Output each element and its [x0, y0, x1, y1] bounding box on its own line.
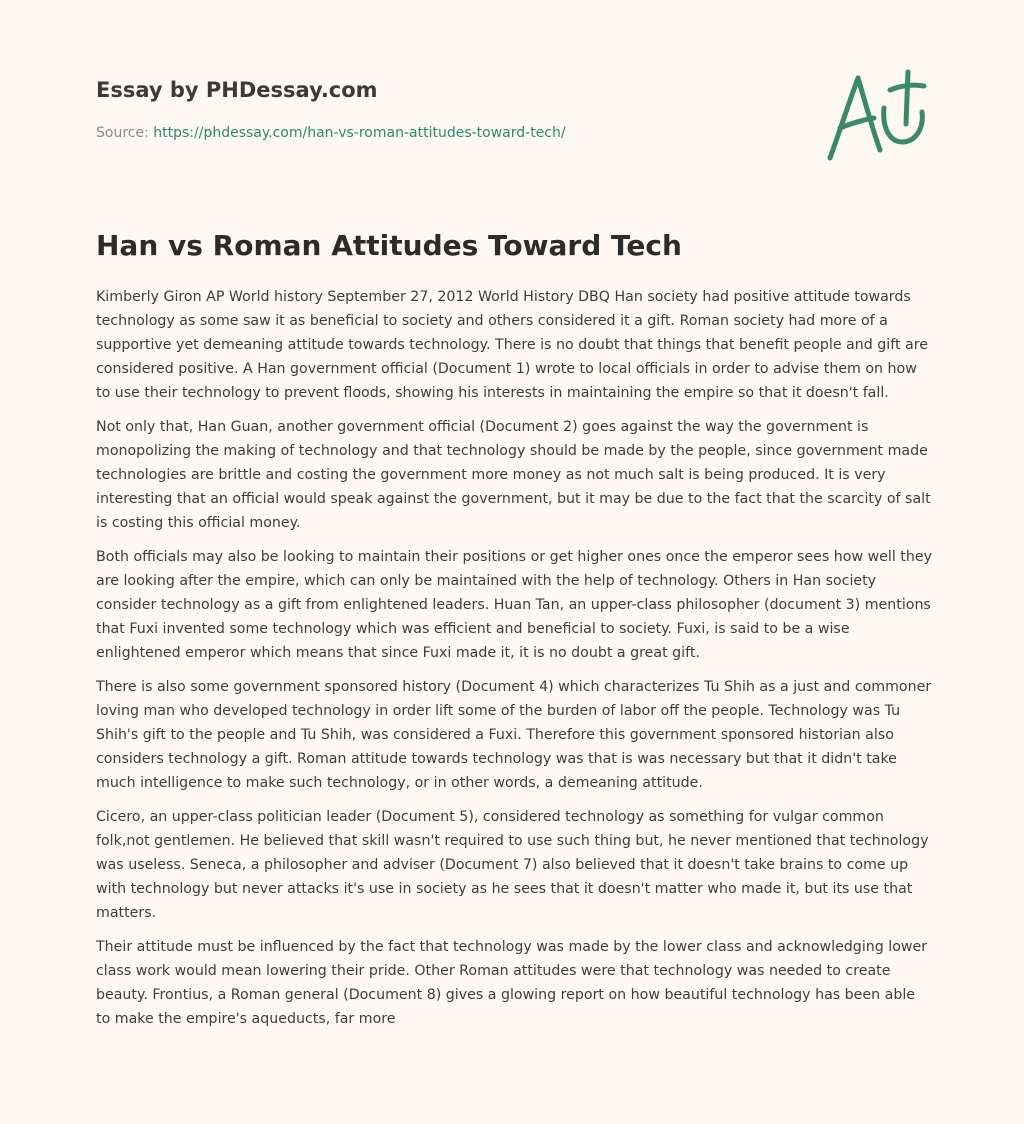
a-plus-logo-icon	[820, 66, 930, 166]
site-title: Essay by PHDessay.com	[96, 78, 378, 102]
source-line	[96, 123, 796, 143]
essay-paragraph: There is also some government sponsored history (Document 4) which characterizes Tu Shih as a just and commoner loving man who developed technology in order lift some of the burden of labor off the people. Technology was Tu Shih's gift to the people and Tu Shih, was considered a Fuxi. Therefore this government sponsored historian also considers technology a gift. Roman attitude towards technology was that is was necessary but that it didn't take much intelligence to make such technology, or in other words, a demeaning attitude.	[96, 679, 932, 791]
essay-title: Han vs Roman Attitudes Toward Tech	[96, 229, 682, 262]
essay-header	[96, 76, 796, 143]
essay-body	[96, 285, 932, 1041]
essay-paragraph: Their attitude must be influenced by the fact that technology was made by the lower class and acknowledging lower class work would mean lowering their pride. Other Roman attitudes were that technology was needed to create beauty. Frontius, a Roman general (Document 8) gives a glowing report on how beautiful technology has been able to make the empire's aqueducts, far more	[96, 939, 928, 1027]
essay-paragraph: Cicero, an upper-class politician leader (Document 5), considered technology as something for vulgar common folk,not gentlemen. He believed that skill wasn't required to use such thing but, he never mentioned that technology was useless. Seneca, a philosopher and adviser (Document 7) also believed that it doesn't take brains to come up with technology but never attacks it's use in society as he sees that it doesn't matter who made it, but its use that matters.	[96, 809, 929, 921]
essay-paragraph: Both officials may also be looking to maintain their positions or get higher ones once the emperor sees how well they are looking after the empire, which can only be maintained with the help of technology. Others in Han society consider technology as a gift from enlightened leaders. Huan Tan, an upper-class philosopher (document 3) mentions that Fuxi invented some technology which was efficient and beneficial to society. Fuxi, is said to be a wise enlightened emperor which means that since Fuxi made it, it is no doubt a great gift.	[96, 549, 932, 661]
essay-paragraph: Kimberly Giron AP World history September 27, 2012 World History DBQ Han society had positive attitude towards technology as some saw it as beneficial to society and others considered it a gift. Roman society had more of a supportive yet demeaning attitude towards technology. There is no doubt that things that benefit people and gift are considered positive. A Han government official (Document 1) wrote to local officials in order to advise them on how to use their technology to prevent floods, showing his interests in maintaining the empire so that it doesn't fall.	[96, 289, 928, 401]
source-label: Source:	[96, 125, 149, 141]
essay-paragraph: Not only that, Han Guan, another government official (Document 2) goes against the way the government is monopolizing the making of technology and that technology should be made by the people, since government made technologies are brittle and costing the government more money as not much salt is being produced. It is very interesting that an official would speak against the government, but it may be due to the fact that the scarcity of salt is costing this official money.	[96, 419, 931, 531]
source-link[interactable]: https://phdessay.com/han-vs-roman-attitudes-toward-tech/	[153, 125, 566, 141]
